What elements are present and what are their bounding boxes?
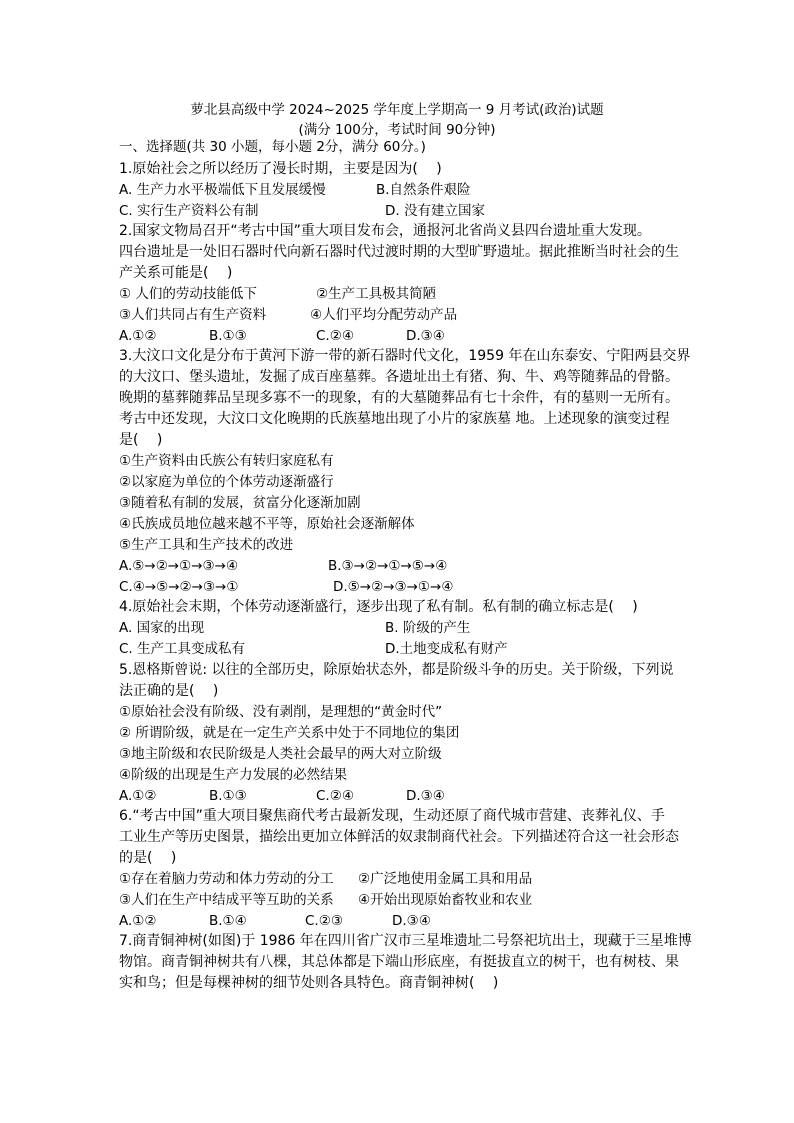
question-3-option-b: B.③→②→①→⑤→④ <box>328 558 448 574</box>
question-3-option-c: C.④→⑤→②→③→① <box>119 579 239 595</box>
question-3-stem-line-3: 晚期的墓葬随葬品呈现多寡不一的现象，有的大墓随葬品有七十余件，有的墓则一无所有。 <box>119 390 679 406</box>
question-4-option-b: B. 阶级的产生 <box>385 620 471 636</box>
question-3-stem-line-5: 是( ) <box>119 432 163 448</box>
question-3-stem-line-4: 考古中还发现，大汶口文化晚期的氏族墓地出现了小片的家族墓 地。上述现象的演变过程 <box>119 411 670 427</box>
question-5-stem-line-1: 5.恩格斯曾说: 以往的全部历史，除原始状态外，都是阶级斗争的历史。关于阶级，下列说 <box>119 662 674 678</box>
question-2-stem-line-2: 四台遗址是一处旧石器时代向新石器时代过渡时期的大型旷野遗址。据此推断当时社会的生 <box>119 244 679 260</box>
question-5-stem-line-2: 法正确的是( ) <box>119 683 219 699</box>
question-4-stem: 4.原始社会末期，个体劳动逐渐盛行，逐步出现了私有制。私有制的确立标志是( ) <box>119 599 638 615</box>
section-heading: 一、选择题(共 30 小题，每小题 2分，满分 60分。) <box>119 139 426 155</box>
question-5-option-a: A.①② <box>119 788 157 804</box>
question-2-statement-3: ③人们共同占有生产资料 <box>119 307 267 323</box>
question-4-option-d: D.土地变成私有财产 <box>385 641 508 657</box>
question-6-stem-line-3: 的是( ) <box>119 850 177 866</box>
question-7-stem-line-2: 物馆。商青铜神树共有八棵，其总体都是下端山形底座，有挺拔直立的树干，也有树枝、果 <box>119 954 679 970</box>
question-4-option-c: C. 生产工具变成私有 <box>119 641 246 657</box>
question-3-stem-line-1: 3.大汶口文化是分布于黄河下游一带的新石器时代文化，1959 年在山东泰安、宁阳两县交界 <box>119 348 691 364</box>
question-6-option-c: C.②③ <box>305 913 343 929</box>
question-1-option-c: C. 实行生产资料公有制 <box>119 203 259 219</box>
question-3-statement-1: ①生产资料由氏族公有转归家庭私有 <box>119 453 334 469</box>
question-3-stem-line-2: 的大汶口、堡头遗址，发掘了成百座墓葬。各遗址出土有猪、狗、牛、鸡等随葬品的骨骼。 <box>119 369 679 385</box>
question-6-statement-3: ③人们在生产中结成平等互助的关系 <box>119 892 334 908</box>
question-2-statement-1: ① 人们的劳动技能低下 <box>119 286 257 302</box>
question-5-statement-2: ② 所谓阶级，就是在一定生产关系中处于不同地位的集团 <box>119 725 460 741</box>
question-1-option-d: D. 没有建立国家 <box>385 203 485 219</box>
question-5-option-c: C.②④ <box>316 788 354 804</box>
exam-subtitle: (满分 100分，考试时间 90分钟) <box>298 122 496 138</box>
question-7-stem-line-3: 实和鸟；但是每棵神树的细节处则各具特色。商青铜神树( ) <box>119 975 499 991</box>
question-5-statement-3: ③地主阶级和农民阶级是人类社会最早的两大对立阶级 <box>119 746 442 762</box>
question-1-option-b: B.自然条件艰险 <box>376 182 471 198</box>
question-3-statement-3: ③随着私有制的发展，贫富分化逐渐加剧 <box>119 495 361 511</box>
question-7-stem-line-1: 7.商青铜神树(如图)于 1986 年在四川省广汉市三星堆遗址二号祭祀坑出土，现藏于三星堆博 <box>119 933 692 949</box>
question-2-option-d: D.③④ <box>406 328 445 344</box>
question-3-option-a: A.⑤→②→①→③→④ <box>119 558 239 574</box>
question-2-statement-2: ②生产工具极其简陋 <box>316 286 437 302</box>
question-3-statement-2: ②以家庭为单位的个体劳动逐渐盛行 <box>119 474 334 490</box>
question-2-stem-line-3: 产关系可能是( ) <box>119 265 233 281</box>
question-6-stem-line-1: 6.“考古中国”重大项目聚焦商代考古最新发现，生动还原了商代城市营建、丧葬礼仪、手 <box>119 808 665 824</box>
question-6-statement-2: ②广泛地使用金属工具和用品 <box>358 871 533 887</box>
question-3-option-d: D.⑤→②→③→①→④ <box>333 579 454 595</box>
question-6-option-d: D.③④ <box>392 913 431 929</box>
question-3-statement-5: ⑤生产工具和生产技术的改进 <box>119 537 294 553</box>
question-5-option-b: B.①③ <box>209 788 247 804</box>
question-2-option-c: C.②④ <box>316 328 354 344</box>
question-6-option-a: A.①② <box>119 913 157 929</box>
question-2-stem-line-1: 2.国家文物局召开“考古中国”重大项目发布会，通报河北省尚义县四台遗址重大发现。 <box>119 223 651 239</box>
question-6-statement-4: ④开始出现原始畜牧业和农业 <box>358 892 533 908</box>
question-2-option-b: B.①③ <box>209 328 247 344</box>
question-4-option-a: A. 国家的出现 <box>119 620 205 636</box>
question-3-statement-4: ④氏族成员地位越来越不平等，原始社会逐渐解体 <box>119 516 415 532</box>
question-1-stem: 1.原始社会之所以经历了漫长时期，主要是因为( ) <box>119 161 442 177</box>
question-5-statement-4: ④阶级的出现是生产力发展的必然结果 <box>119 767 348 783</box>
question-6-statement-1: ①存在着脑力劳动和体力劳动的分工 <box>119 871 334 887</box>
question-2-statement-4: ④人们平均分配劳动产品 <box>310 307 458 323</box>
question-5-option-d: D.③④ <box>406 788 445 804</box>
question-5-statement-1: ①原始社会没有阶级、没有剥削，是理想的“黄金时代” <box>119 704 443 720</box>
question-6-option-b: B.①④ <box>209 913 247 929</box>
question-2-option-a: A.①② <box>119 328 157 344</box>
question-6-stem-line-2: 工业生产等历史图景，描绘出更加立体鲜活的奴隶制商代社会。下列描述符合这一社会形态 <box>119 829 679 845</box>
exam-title: 萝北县高级中学 2024~2025 学年度上学期高一 9 月考试(政治)试题 <box>190 102 604 118</box>
question-1-option-a: A. 生产力水平极端低下且发展缓慢 <box>119 182 326 198</box>
